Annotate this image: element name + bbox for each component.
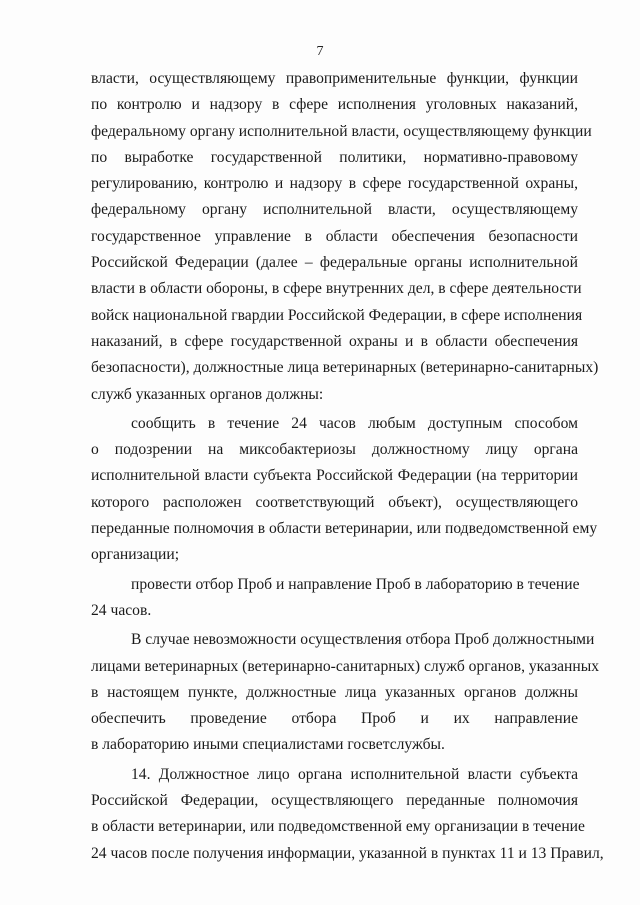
document-body [91, 66, 604, 867]
text-line: власти в области обороны, в сфере внутренних дел, в сфере деятельности [91, 280, 582, 298]
text-line: организации; [91, 546, 180, 564]
paragraph [91, 627, 599, 758]
text-line: в настоящем пункте, должностные лица указанных органов должны [91, 683, 578, 701]
text-line: федеральному органу исполнительной власти, осуществляющему [91, 201, 578, 219]
text-line: 24 часов после получения информации, указанной в пунктах 11 и 13 Правил, [91, 844, 604, 862]
paragraph [91, 66, 599, 408]
text-line: 24 часов. [91, 601, 152, 619]
text-line: обеспечить проведение отбора Проб и их направление [91, 710, 578, 728]
text-line: сообщить в течение 24 часов любым доступным способом [131, 414, 578, 432]
text-line: которого расположен соответствующий объект), осуществляющего [91, 493, 578, 511]
text-line: провести отбор Проб и направление Проб в лабораторию в течение [131, 575, 580, 593]
text-line: служб указанных органов должны: [91, 385, 324, 403]
text-line: Российской Федерации (далее – федеральные органы исполнительной [91, 254, 578, 272]
text-line: в лабораторию иными специалистами госветслужбы. [91, 736, 445, 754]
text-line: 14. Должностное лицо органа исполнительной власти субъекта [131, 765, 578, 783]
text-line: в области ветеринарии, или подведомственной ему организации в течение [91, 818, 585, 836]
page-number: 7 [316, 44, 324, 59]
text-line: государственное управление в области обеспечения безопасности [91, 227, 578, 245]
text-line: В случае невозможности осуществления отбора Проб должностными [131, 631, 595, 649]
text-line: федеральному органу исполнительной власти, осуществляющему функции [91, 122, 592, 140]
text-line: исполнительной власти субъекта Российской Федерации (на территории [91, 467, 578, 485]
text-line: власти, осуществляющему правоприменительные функции, функции [91, 70, 578, 87]
text-line: о подозрении на миксобактериозы должностному лицу органа [91, 441, 578, 459]
text-line: наказаний, в сфере государственной охраны и в области обеспечения [91, 332, 578, 350]
text-line: Российской Федерации, осуществляющего переданные полномочия [91, 792, 578, 810]
text-line: войск национальной гвардии Российской Федерации, в сфере исполнения [91, 306, 583, 324]
paragraph [91, 411, 598, 569]
text-line: лицами ветеринарных (ветеринарно-санитарных) служб органов, указанных [91, 657, 599, 675]
text-line: по выработке государственной политики, нормативно-правовому [91, 148, 578, 166]
text-line: переданные полномочия в области ветеринарии, или подведомственной ему [91, 520, 598, 538]
text-line: безопасности), должностные лица ветеринарных (ветеринарно-санитарных) [91, 359, 599, 377]
paragraph [91, 762, 604, 867]
paragraph [91, 572, 578, 625]
text-line: по контролю и надзору в сфере исполнения уголовных наказаний, [91, 96, 578, 114]
text-line: регулированию, контролю и надзору в сфере государственной охраны, [91, 175, 578, 193]
